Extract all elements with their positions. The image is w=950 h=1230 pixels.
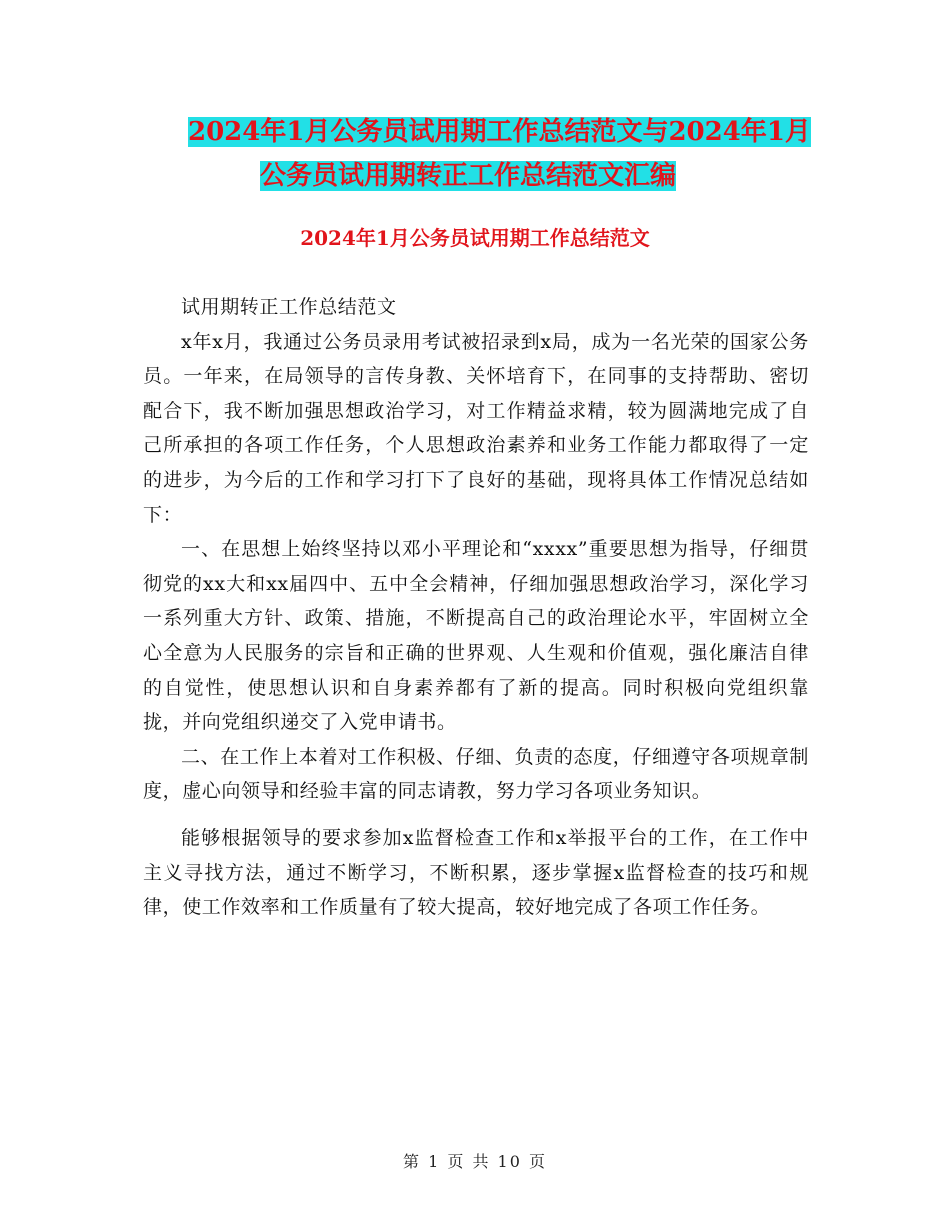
page-footer: 第 1 页 共 10 页 [403,1152,547,1171]
title-line-1: 2024年1月公务员试用期工作总结范文与2024年1月 [188,117,811,147]
paragraph-subtitle: 试用期转正工作总结范文 [181,296,397,318]
section-heading: 2024年1月公务员试用期工作总结范文 [300,226,650,250]
paragraph-work: 能够根据领导的要求参加x监督检查工作和x举报平台的工作，在工作中主义寻找方法，通过不断学习，不断积累，逐步掌握x监督检查的技巧和规律，使工作效率和工作质量有了较大提高，较好地完成了各项工作任务。 [143,826,809,919]
paragraph-point-1: 一、在思想上始终坚持以邓小平理论和“xxxx”重要思想为指导，仔细贯彻党的xx大和xx届四中、五中全会精神，仔细加强思想政治学习，深化学习一系列重大方针、政策、措施，不断提高自己的政治理论水平，牢固树立全心全意为人民服务的宗旨和正确的世界观、人生观和价值观，强化廉洁自律的自觉性，使思想认识和自身素养都有了新的提高。同时积极向党组织靠拢，并向党组织递交了入党申请书。 [143,538,809,734]
paragraph-intro: x年x月，我通过公务员录用考试被招录到x局，成为一名光荣的国家公务员。一年来，在局领导的言传身教、关怀培育下，在同事的支持帮助、密切配合下，我不断加强思想政治学习，对工作精益求精，较为圆满地完成了自己所承担的各项工作任务，个人思想政治素养和业务工作能力都取得了一定的进步，为今后的工作和学习打下了良好的基础，现将具体工作情况总结如下： [143,330,809,526]
document-title [150,110,830,198]
body-text [143,290,809,925]
paragraph-point-2: 二、在工作上本着对工作积极、仔细、负责的态度，仔细遵守各项规章制度，虚心向领导和经验丰富的同志请教，努力学习各项业务知识。 [143,745,809,803]
title-line-2: 公务员试用期转正工作总结范文汇编 [260,161,677,191]
